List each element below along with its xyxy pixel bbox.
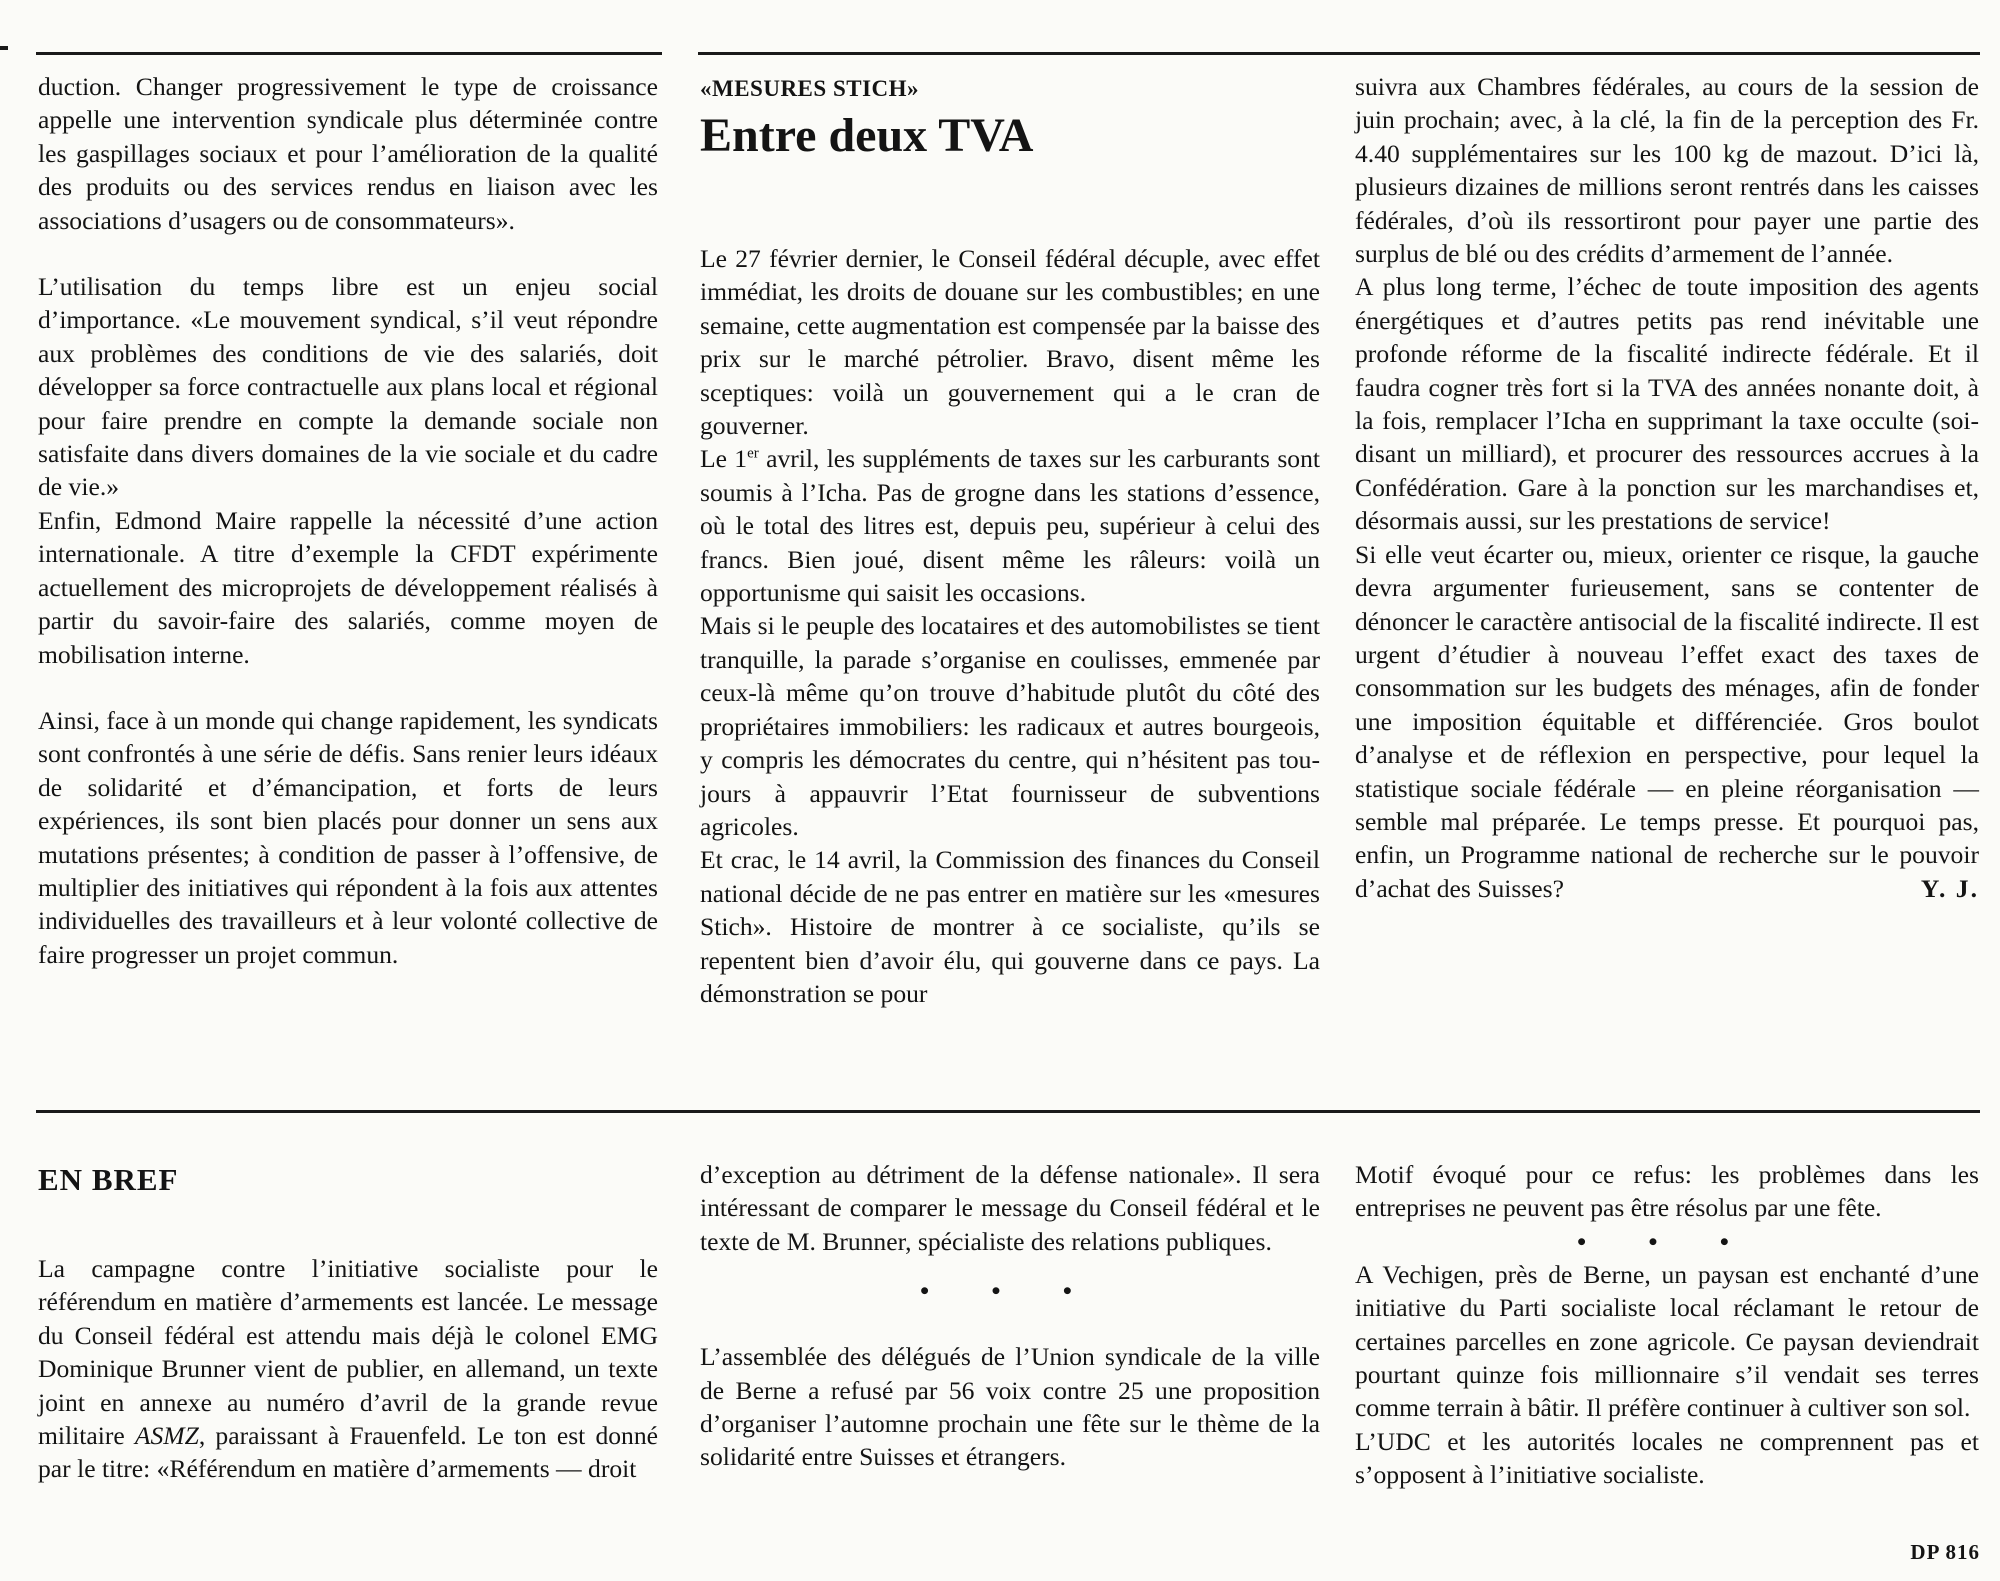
article-signature: Y. J. bbox=[1920, 873, 1979, 903]
paragraph: d’exception au détriment de la défense nationale». Il sera intéressant de comparer le message du Conseil fédéral et le texte de M. Brunner, spécialiste des relations publiques. bbox=[700, 1160, 1320, 1256]
paragraph: duction. Changer progressivement le type de croissance appelle une intervention syndicale plus déterminée contre les gaspillages sociaux et pour l’amélioration de la qualité des produits ou des services rendus en liaison avec les associations d’usagers ou de consommateurs». bbox=[38, 72, 658, 235]
margin-tick bbox=[0, 46, 8, 50]
paragraph: Ainsi, face à un monde qui change rapidement, les syndicats sont confrontés à une série de défis. Sans renier leurs idéaux de solidarité et d’émancipation, et forts de leurs expériences, ils sont bien placés pour donner un sens aux mutations présentes; à condition de passer à l’offensive, de multiplier des initiatives qui répondent à la fois aux attentes individuelles des travailleurs et à leur volonté collective de faire progresser un projet commun. bbox=[38, 705, 658, 969]
separator-dots: • • • bbox=[1577, 1226, 1757, 1256]
top-rule-right bbox=[698, 52, 1980, 55]
en-bref-column-1 bbox=[38, 1160, 658, 1486]
page-folio: DP 816 bbox=[1910, 1540, 1980, 1564]
paragraph: La campagne contre l’initiative socialiste pour le référendum en matière d’armements est lancée. Le message du Conseil fédéral est attendu mais déjà le colonel EMG Dominique Brunner vient de publier, en allemand, un texte joint en annexe au numéro d’avril de la grande revue militaire ASMZ, paraissant à Frauenfeld. Le ton est donné par le titre: «Référendum en matière d’armements — droit bbox=[38, 1254, 658, 1484]
paragraph: Motif évoqué pour ce refus: les problèmes dans les entreprises ne peuvent pas être résolus par une fête. bbox=[1355, 1160, 1979, 1223]
article-column-1 bbox=[700, 74, 1320, 1010]
paragraph: A Vechigen, près de Berne, un paysan est enchanté d’une initiative du Parti socialiste local réclamant le retour de certaines parcelles en zone agricole. Ce paysan deviendrait pourtant quinze fois millionnaire s’il vendait ses terres comme terrain à bâtir. Il préfère continuer à cultiver son sol. bbox=[1355, 1259, 1979, 1423]
paragraph: suivra aux Chambres fédérales, au cours de la session de juin prochain; avec, à la clé, la fin de la perception des Fr. 4.40 supplémentaires sur les 100 kg de mazout. D’ici là, plusieurs dizaines de millions seront rentrés dans les caisses fédérales, d’où ils ressortiront pour payer une partie des surplus de blé ou des crédits d’armement de l’année. bbox=[1355, 72, 1979, 269]
paragraph: Enfin, Edmond Maire rappelle la nécessité d’une action internationale. A titre d’exemple la CFDT expérimente actuellement des microprojets de développement réalisés à partir du savoir-faire des salariés, comme moyen de mobilisation interne. bbox=[38, 505, 658, 669]
paragraph: L’assemblée des délégués de l’Union syndicale de la ville de Berne a refusé par 56 voix contre 25 une proposition d’organiser l’automne prochain une fête sur le thème de la solidarité entre Suisses et étrangers. bbox=[700, 1342, 1320, 1472]
section-title-en-bref: EN BREF bbox=[38, 1162, 179, 1197]
paragraph: Et crac, le 14 avril, la Commission des finances du Conseil national décide de ne pas entrer en matière sur les «mesures Stich». Histoire de montrer à ce socialiste, qu’ils se repentent bien d’avoir élu, qui gouverne dans ce pays. La démonstration se pour bbox=[700, 845, 1320, 1008]
paragraph: L’UDC et les autorités locales ne comprennent pas et s’opposent à l’initiative socialiste. bbox=[1355, 1426, 1979, 1490]
separator-dots: • • • bbox=[920, 1276, 1100, 1306]
top-rule-left bbox=[36, 52, 662, 55]
paragraph: Si elle veut écarter ou, mieux, orienter ce risque, la gauche devra argumenter furieusement, sans se contenter de dénoncer le caractère antisocial de la fiscalité indirecte. Il est urgent d’étudier à nouveau l’effet exact des taxes de consommation sur les budgets des ménages, afin de fonder une imposition équitable et différenciée. Gros boulot d’analyse et de réflexion en perspective, pour lequel la statistique sociale fédérale — en pleine réorganisation — semble mal préparée. Le temps presse. Et pourquoi pas, enfin, un Programme national de recherche sur le pouvoir d’achat des Suisses? Y. J. bbox=[1355, 538, 1979, 905]
middle-rule bbox=[36, 1110, 1980, 1113]
article-headline: Entre deux TVA bbox=[700, 109, 1034, 162]
top-left-column bbox=[38, 70, 658, 971]
article-kicker: «MESURES STICH» bbox=[700, 76, 920, 101]
paragraph: L’utilisation du temps libre est un enjeu social d’importance. «Le mouvement syndical, s’il veut répondre aux problèmes des conditions de vie des salariés, doit développer sa force contractuelle aux plans local et régional pour faire prendre en compte la demande sociale non satisfaite dans divers domaines de la vie sociale et du cadre de vie.» bbox=[38, 272, 658, 502]
paragraph: Le 27 février dernier, le Conseil fédéral décuple, avec effet immédiat, les droits de douane sur les combustibles; en une semaine, cette augmentation est compensée par la baisse des prix sur le marché pétrolier. Bravo, disent même les sceptiques: voilà un gouvernement qui a le cran de gouverner. bbox=[700, 244, 1320, 441]
en-bref-column-2 bbox=[700, 1158, 1320, 1474]
paragraph: A plus long terme, l’échec de toute imposition des agents énergétiques et d’autres petits pas rend inévitable une profonde réforme de la fiscalité indirecte fédérale. Et il faudra cogner très fort si la TVA des années nonante doit, à la fois, remplacer l’Icha en supprimant la taxe occulte (soi-disant un milliard), et procurer des ressources accrues à la Confédération. Gare à la ponction sur les marchandises et, désormais aussi, sur les prestations de service! bbox=[1355, 272, 1979, 536]
paragraph: Le 1er avril, les suppléments de taxes sur les carburants sont soumis à l’Icha. Pas de grogne dans les stations d’essence, où le total des litres est, depuis peu, supérieur à celui des francs. Bien joué, disent même les râleurs: voilà un opportunisme qui saisit les occasions. bbox=[700, 444, 1320, 608]
article-column-2 bbox=[1355, 70, 1979, 905]
en-bref-column-3 bbox=[1355, 1158, 1979, 1492]
paragraph: Mais si le peuple des locataires et des automobilistes se tient tranquille, la parade s’organise en coulisses, emmenée par ceux-là même qu’on trouve d’habitude plutôt du côté des propriétaires immobiliers: les radicaux et autres bourgeois, y compris les démocrates du centre, qui n’hésitent pas toujours à appauvrir l’Etat fournisseur de subventions agricoles. bbox=[700, 611, 1320, 841]
